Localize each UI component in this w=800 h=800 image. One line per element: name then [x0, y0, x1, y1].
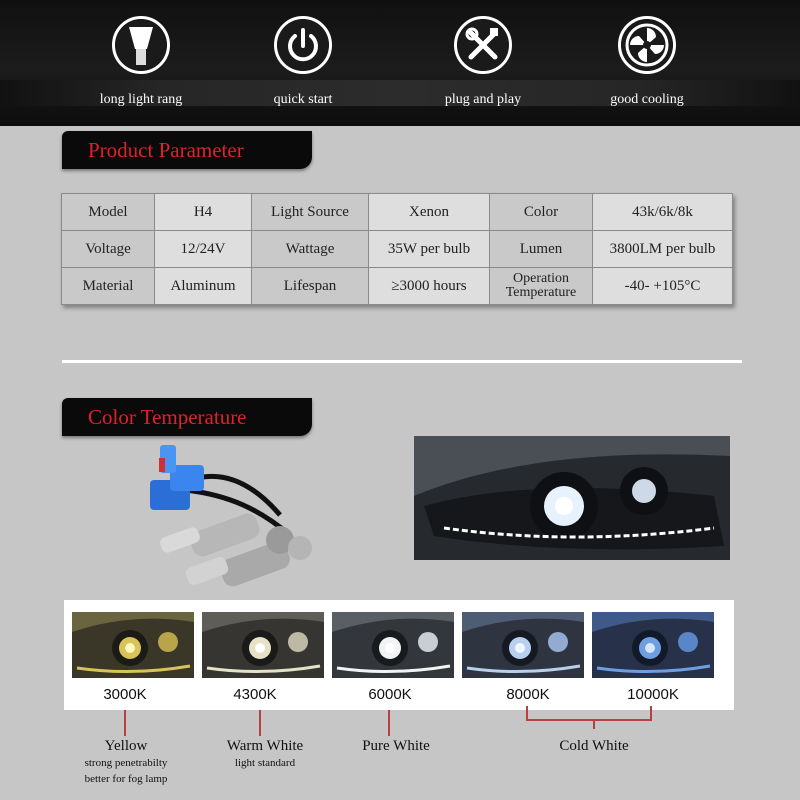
tools-icon	[454, 16, 512, 74]
table-cell: -40- +105°C	[593, 268, 733, 305]
table-cell: Xenon	[369, 194, 490, 231]
feature-label: long light rang	[99, 92, 183, 107]
connector-line	[593, 719, 595, 729]
color-temperature-strip	[64, 600, 734, 710]
table-cell: Voltage	[62, 231, 155, 268]
connector-line	[124, 710, 126, 736]
section-divider	[62, 360, 742, 363]
table-cell: 35W per bulb	[369, 231, 490, 268]
table-cell: Wattage	[252, 231, 369, 268]
table-row	[62, 268, 733, 305]
desc-title: Cold White	[559, 738, 629, 754]
swatch-8000k	[462, 612, 584, 678]
swatch-4300k	[202, 612, 324, 678]
table-cell: 3800LM per bulb	[593, 231, 733, 268]
table-cell: Operation Temperature	[490, 268, 593, 305]
connector-line	[650, 706, 652, 720]
connector-line	[526, 719, 652, 721]
table-cell: Color	[490, 194, 593, 231]
feature-banner	[0, 0, 800, 126]
fan-icon	[618, 16, 676, 74]
table-cell: Light Source	[252, 194, 369, 231]
table-cell: H4	[155, 194, 252, 231]
table-cell: 43k/6k/8k	[593, 194, 733, 231]
bulb-kit-image	[130, 440, 320, 600]
desc-sub: better for fog lamp	[84, 773, 168, 785]
swatch-6000k	[332, 612, 454, 678]
feature-label: quick start	[273, 92, 333, 107]
desc-sub: strong penetrabilty	[84, 757, 168, 769]
table-cell: 12/24V	[155, 231, 252, 268]
feature-label: good cooling	[610, 92, 684, 107]
desc-title: Yellow	[104, 738, 148, 754]
temp-label-4300k: 4300K	[233, 686, 277, 703]
product-parameter-header	[62, 131, 312, 169]
swatch-3000k	[72, 612, 194, 678]
feature-label: plug and play	[444, 92, 522, 107]
feature-cooling	[572, 16, 722, 109]
desc-sub: light standard	[234, 757, 296, 769]
desc-title: Warm White	[226, 738, 304, 754]
temp-label-10000k: 10000K	[627, 686, 679, 703]
desc-warm-white	[200, 737, 330, 771]
table-cell: Aluminum	[155, 268, 252, 305]
desc-cold-white	[534, 737, 654, 755]
headlight-photo	[414, 436, 730, 560]
temp-label-8000k: 8000K	[506, 686, 550, 703]
table-cell: Model	[62, 194, 155, 231]
connector-line	[388, 710, 390, 736]
table-row	[62, 194, 733, 231]
connector-line	[259, 710, 261, 736]
flashlight-icon	[112, 16, 170, 74]
table-cell: Lumen	[490, 231, 593, 268]
swatch-10000k	[592, 612, 714, 678]
desc-pure-white	[336, 737, 456, 755]
section-title: Product Parameter	[88, 138, 244, 162]
table-cell: Material	[62, 268, 155, 305]
power-icon	[274, 16, 332, 74]
desc-yellow	[55, 737, 197, 787]
table-cell: ≥3000 hours	[369, 268, 490, 305]
temp-label-6000k: 6000K	[368, 686, 412, 703]
connector-line	[526, 706, 528, 720]
feature-quick-start	[228, 16, 378, 109]
table-cell: Lifespan	[252, 268, 369, 305]
parameter-table	[61, 193, 733, 305]
feature-long-light	[66, 16, 216, 109]
desc-title: Pure White	[362, 738, 430, 754]
feature-plug-play	[408, 16, 558, 109]
color-temperature-header	[62, 398, 312, 436]
section-title: Color Temperature	[88, 405, 247, 429]
table-row	[62, 231, 733, 268]
temp-label-3000k: 3000K	[103, 686, 147, 703]
